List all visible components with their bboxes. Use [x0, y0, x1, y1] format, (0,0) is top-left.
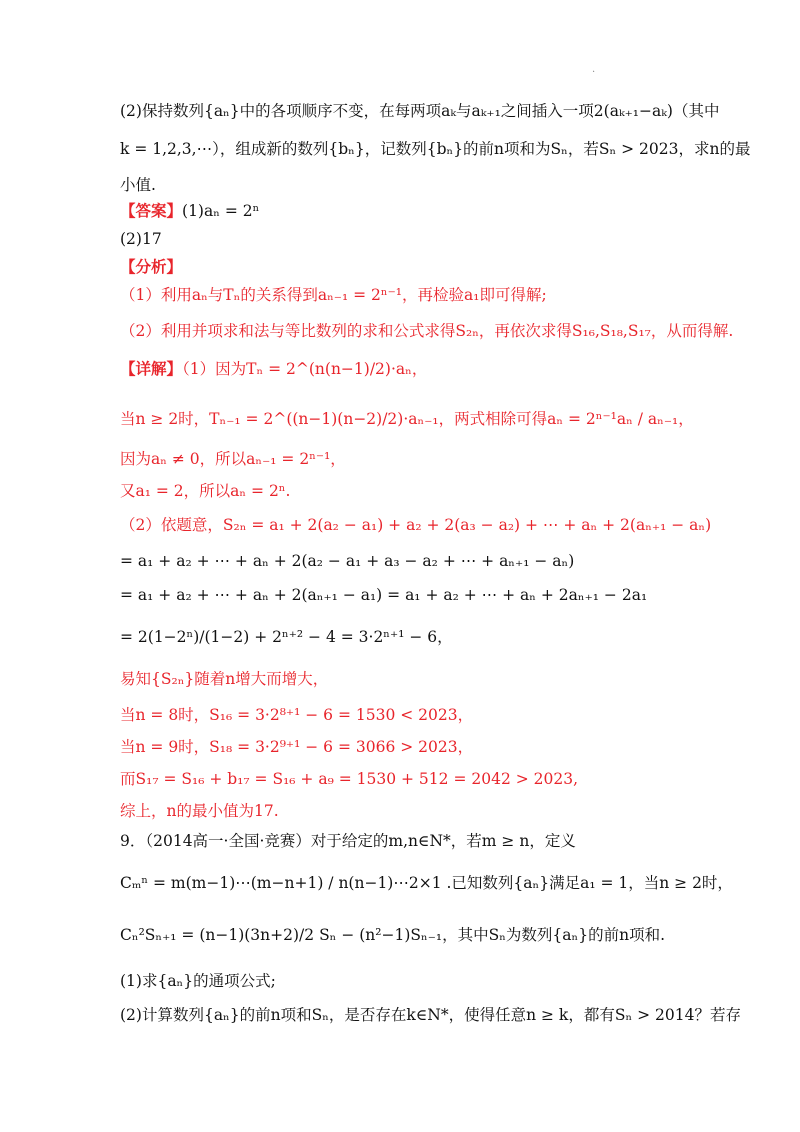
detail-line3: 因为aₙ ≠ 0，所以aₙ₋₁ = 2ⁿ⁻¹， [120, 450, 346, 468]
detail-line1 [120, 358, 700, 380]
detail-step1: （1）因为Tₙ = 2^(n(n−1)/2)·aₙ， [182, 360, 428, 378]
detail-line11: 当n = 9时，S₁₈ = 3·2⁹⁺¹ − 6 = 3066 > 2023， [120, 738, 474, 756]
answer-part2: (2)17 [120, 230, 162, 248]
problem9-line1: 9．（2014高一·全国·竞赛）对于给定的m,n∈N*，若m ≥ n，定义 [120, 832, 576, 850]
detail-line12: 而S₁₇ = S₁₆ + b₁₇ = S₁₆ + a₉ = 1530 + 512 = 2042 > 2023, [120, 770, 579, 788]
answer-line [120, 200, 700, 222]
problem8-part2-line3: 小值. [120, 176, 156, 194]
problem9-line3: Cₙ²Sₙ₊₁ = (n−1)(3n+2)/2 Sₙ − (n²−1)Sₙ₋₁，其中Sₙ为数列{aₙ}的前n项和. [120, 926, 665, 944]
analysis-line2: （2）利用并项求和法与等比数列的求和公式求得S₂ₙ，再依次求得S₁₆,S₁₈,S₁₇，从而得解. [120, 322, 734, 340]
detail-line4: 又a₁ = 2，所以aₙ = 2ⁿ. [120, 482, 291, 500]
detail-line7: = a₁ + a₂ + ⋯ + aₙ + 2(aₙ₊₁ − a₁) = a₁ + a₂ + ⋯ + aₙ + 2aₙ₊₁ − 2a₁ [120, 586, 648, 604]
detail-line9: 易知{S₂ₙ}随着n增大而增大， [120, 670, 329, 688]
analysis-label: 【分析】 [120, 257, 183, 276]
detail-line6: = a₁ + a₂ + ⋯ + aₙ + 2(a₂ − a₁ + a₃ − a₂ + ⋯ + aₙ₊₁ − aₙ) [120, 552, 575, 570]
answer-part1: (1)aₙ = 2ⁿ [182, 202, 260, 220]
detail-line13: 综上，n的最小值为17. [120, 802, 279, 820]
answer-label: 【答案】 [120, 201, 183, 220]
detail-line5: （2）依题意，S₂ₙ = a₁ + 2(a₂ − a₁) + a₂ + 2(a₃ − a₂) + ⋯ + aₙ + 2(aₙ₊₁ − aₙ) [120, 516, 712, 534]
problem8-part2-line2: k = 1,2,3,⋯），组成新的数列{bₙ}，记数列{bₙ}的前n项和为Sₙ，若Sₙ > 2023，求n的最 [120, 140, 751, 158]
problem9-line2: Cₘⁿ = m(m−1)⋯(m−n+1) / n(n−1)⋯2×1 .已知数列{aₙ}满足a₁ = 1，当n ≥ 2时， [120, 874, 733, 892]
problem9-line4: (1)求{aₙ}的通项公式; [120, 972, 276, 990]
problem8-part2-line1: (2)保持数列{aₙ}中的各项顺序不变，在每两项aₖ与aₖ₊₁之间插入一项2(aₖ₊₁−aₖ)（其中 [120, 102, 720, 120]
analysis-line1: （1）利用aₙ与Tₙ的关系得到aₙ₋₁ = 2ⁿ⁻¹，再检验a₁即可得解; [120, 286, 547, 304]
corner-mark: . [592, 64, 596, 75]
problem9-line5: (2)计算数列{aₙ}的前n项和Sₙ，是否存在k∈N*，使得任意n ≥ k，都有Sₙ > 2014？若存 [120, 1006, 741, 1024]
detail-line8: = 2(1−2ⁿ)/(1−2) + 2ⁿ⁺² − 4 = 3·2ⁿ⁺¹ − 6， [120, 628, 453, 646]
detail-label: 【详解】 [120, 359, 183, 378]
detail-line10: 当n = 8时，S₁₆ = 3·2⁸⁺¹ − 6 = 1530 < 2023， [120, 706, 474, 724]
detail-line2: 当n ≥ 2时，Tₙ₋₁ = 2^((n−1)(n−2)/2)·aₙ₋₁，两式相除可得aₙ = 2ⁿ⁻¹aₙ / aₙ₋₁， [120, 410, 694, 428]
